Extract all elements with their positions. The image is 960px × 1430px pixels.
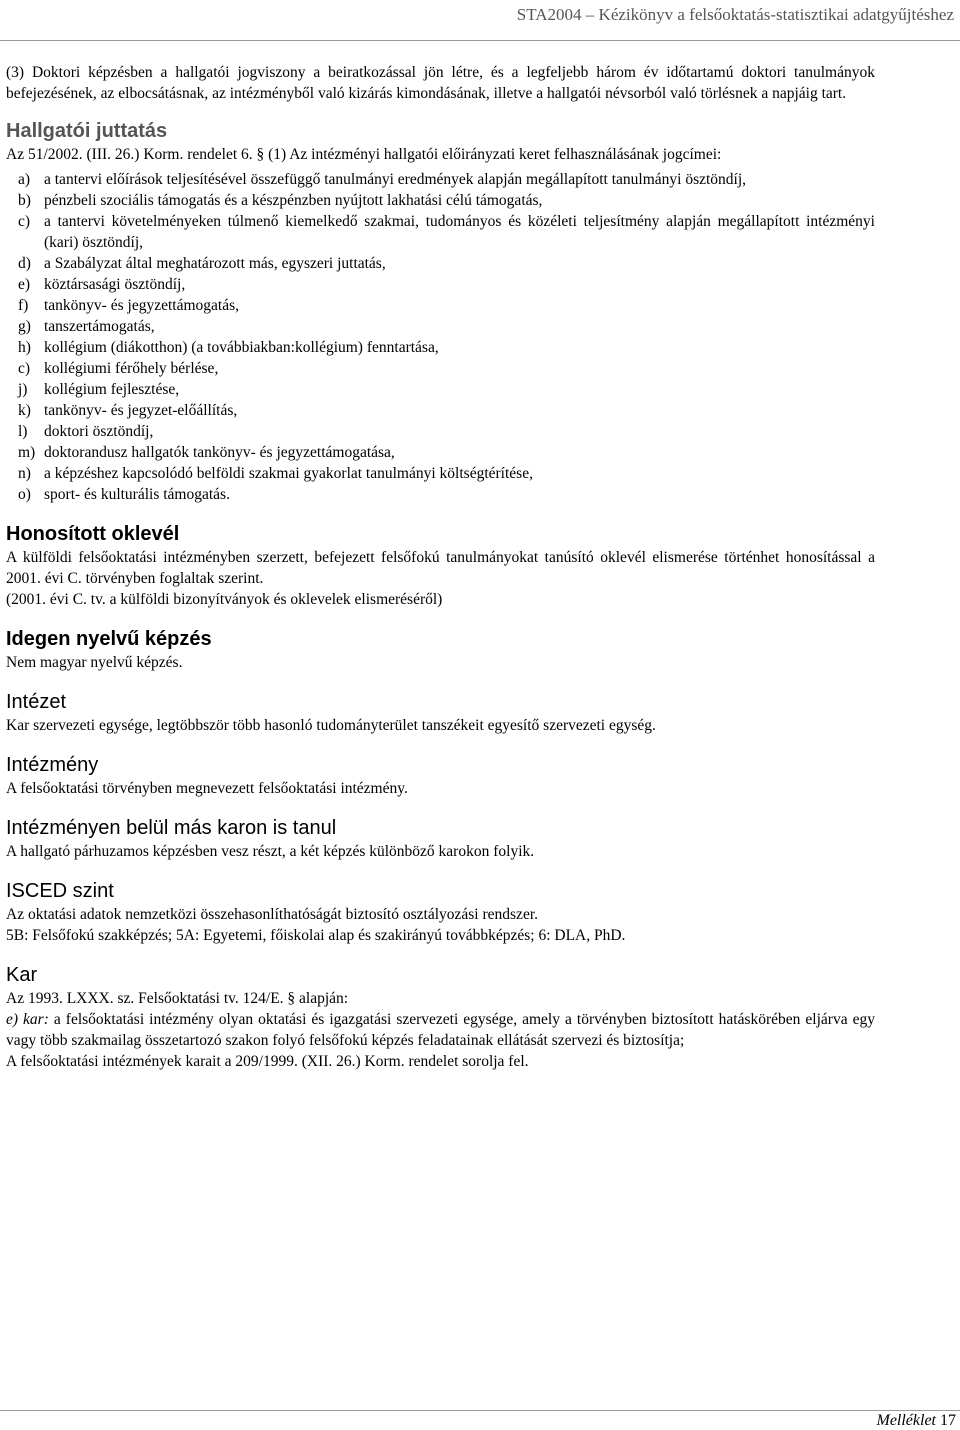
footer-label: Melléklet bbox=[876, 1412, 936, 1429]
list-item: l) doktori ösztöndíj, bbox=[18, 423, 154, 440]
list-item: n) a képzéshez kapcsolódó belföldi szakmai gyakorlat tanulmányi költségtérítése, bbox=[18, 465, 533, 482]
kar-p1: Az 1993. LXXX. sz. Felsőoktatási tv. 124/E. § alapján: bbox=[6, 990, 349, 1007]
intezmeny-p1: A felsőoktatási törvényben megnevezett felsőoktatási intézmény. bbox=[6, 780, 408, 797]
heading-isced-szint: ISCED szint bbox=[6, 880, 114, 902]
list-item: j) kollégium fejlesztése, bbox=[18, 381, 180, 398]
heading-mas-karon: Intézményen belül más karon is tanul bbox=[6, 817, 337, 839]
kar-p2-text: a felsőoktatási intézmény olyan oktatási és igazgatási szervezeti egysége, amely a törvényben biztosított hatáskörében eljárva egy vagy több szakmailag összetartozó szakon folyó felsőfokú képzés feladatainak ellátását szervezi és biztosítja; bbox=[6, 1011, 875, 1049]
list-item: f) tankönyv- és jegyzettámogatás, bbox=[18, 297, 239, 314]
juttatas-list bbox=[6, 169, 875, 505]
kar-p2 bbox=[6, 1009, 875, 1051]
list-item: m) doktorandusz hallgatók tankönyv- és jegyzettámogatása, bbox=[18, 444, 395, 461]
heading-intezmeny: Intézmény bbox=[6, 754, 99, 776]
intezet-p1: Kar szervezeti egysége, legtöbbször több hasonló tudományterület tanszékeit egyesítő szervezeti egység. bbox=[6, 717, 656, 734]
heading-hallgatoi-juttatas: Hallgatói juttatás bbox=[6, 120, 168, 142]
heading-honositott-oklevel: Honosított oklevél bbox=[6, 523, 180, 545]
idegen-p1: Nem magyar nyelvű képzés. bbox=[6, 654, 183, 671]
honositott-p2: (2001. évi C. tv. a külföldi bizonyítványok és oklevelek elismeréséről) bbox=[6, 591, 443, 608]
list-item: c) a tantervi követelményeken túlmenő kiemelkedő szakmai, tudományos és közéleti teljesítmény alapján megállapított intézményi (kari) ösztöndíj, bbox=[18, 213, 875, 251]
heading-intezet: Intézet bbox=[6, 691, 67, 713]
list-item: h) kollégium (diákotthon) (a továbbiakban:kollégium) fenntartása, bbox=[18, 339, 439, 356]
page-footer bbox=[876, 1412, 956, 1430]
list-item: c) kollégiumi férőhely bérlése, bbox=[18, 360, 219, 377]
footer-rule bbox=[0, 1410, 960, 1411]
page-content bbox=[6, 62, 875, 1072]
list-item: o) sport- és kulturális támogatás. bbox=[18, 486, 230, 503]
page-number: 17 bbox=[940, 1412, 956, 1429]
list-item: g) tanszertámogatás, bbox=[18, 318, 155, 335]
list-item: b) pénzbeli szociális támogatás és a készpénzben nyújtott lakhatási célú támogatás, bbox=[18, 192, 543, 209]
honositott-p1: A külföldi felsőoktatási intézményben szerzett, befejezett felsőfokú tanulmányokat tanúsító oklevél elismerése történhet honosítással a 2001. évi C. törvényben foglaltak szerint. bbox=[6, 549, 875, 587]
isced-p2: 5B: Felsőfokú szakképzés; 5A: Egyetemi, főiskolai alap és szakirányú továbbképzés; 6: DLA, PhD. bbox=[6, 927, 626, 944]
list-item: k) tankönyv- és jegyzet-előállítás, bbox=[18, 402, 238, 419]
header-title: STA2004 – Kézikönyv a felsőoktatás-statisztikai adatgyűjtéshez bbox=[516, 5, 954, 24]
juttatas-intro: Az 51/2002. (III. 26.) Korm. rendelet 6. § (1) Az intézményi hallgatói előirányzati keret felhasználásának jogcímei: bbox=[6, 146, 722, 163]
mas-karon-p1: A hallgató párhuzamos képzésben vesz részt, a két képzés különböző karokon folyik. bbox=[6, 843, 535, 860]
intro-paragraph: (3) Doktori képzésben a hallgatói jogviszony a beiratkozással jön létre, és a legfeljebb három év időtartamú doktori tanulmányok befejezésének, az elbocsátásnak, az intézményből való kizárás kimondásának, illetve a hallgatói névsorból való törlésnek a napjáig tart. bbox=[6, 64, 875, 102]
list-item: d) a Szabályzat által meghatározott más, egyszeri juttatás, bbox=[18, 255, 386, 272]
heading-idegen-nyelvu-kepzes: Idegen nyelvű képzés bbox=[6, 628, 212, 650]
running-header bbox=[0, 0, 960, 40]
list-item: a) a tantervi előírások teljesítésével összefüggő tanulmányi eredmények alapján megállapított tanulmányi ösztöndíj, bbox=[18, 171, 747, 188]
kar-p2-emphasis: e) kar: bbox=[6, 1011, 49, 1028]
kar-p3: A felsőoktatási intézmények karait a 209/1999. (XII. 26.) Korm. rendelet sorolja fel. bbox=[6, 1053, 529, 1070]
isced-p1: Az oktatási adatok nemzetközi összehasonlíthatóságát biztosító osztályozási rendszer. bbox=[6, 906, 539, 923]
list-item: e) köztársasági ösztöndíj, bbox=[18, 276, 186, 293]
header-rule bbox=[0, 40, 960, 41]
heading-kar: Kar bbox=[6, 964, 38, 986]
